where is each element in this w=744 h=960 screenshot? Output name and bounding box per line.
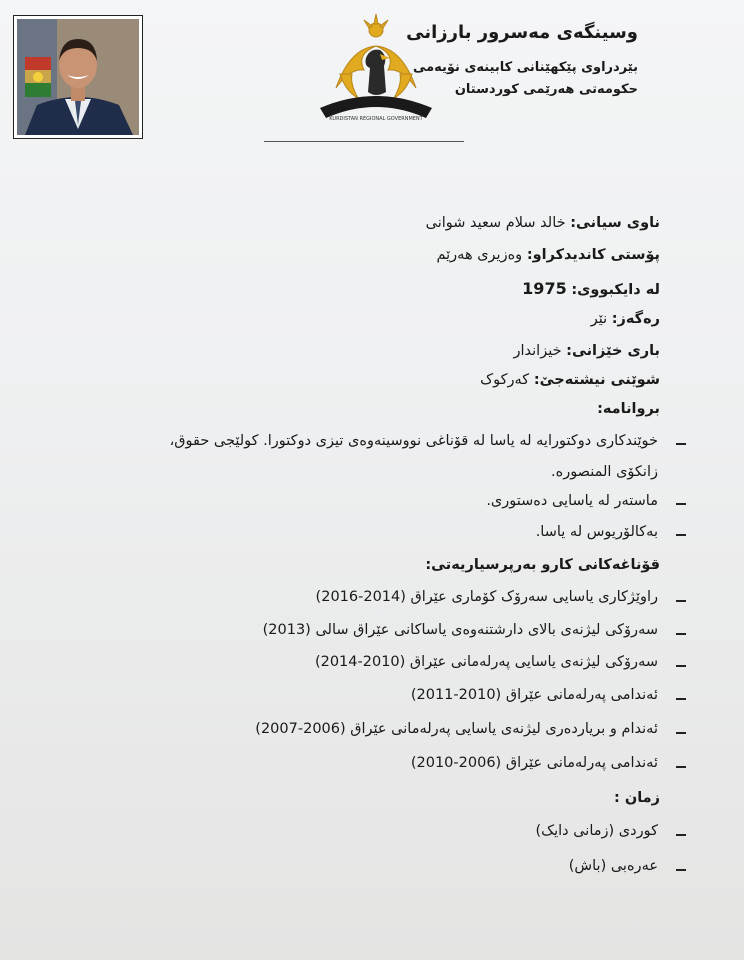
language-item: عەرەبی (باش) — [568, 858, 658, 874]
career-item: سەرۆکی لیژنەی یاسایی پەرلەمانی عێراق (2010-2014) — [314, 654, 658, 670]
career-item: ئەندام و بریاردەری لیژنەی یاسایی پەرلەمانی عێراق (2006-2007) — [255, 721, 658, 737]
office-name: وسینگەی مەسرور بارزانی — [406, 22, 638, 43]
marital-label: باری خێزانی: — [566, 343, 660, 359]
bullet-dash — [676, 443, 686, 445]
bullet-dash — [676, 534, 686, 536]
office-subtitle-1: بێردراوی پێکهێنانی کابینەی نۆیەمی — [412, 60, 638, 75]
career-heading: قۆناغەکانی کارو بەرپرسیاریەتی: — [425, 557, 660, 573]
career-item: ئەندامی پەرلەمانی عێراق (2006-2010) — [410, 755, 658, 771]
full-name-label: ناوی سیانی: — [570, 215, 660, 231]
birth-label: لە دایکبووی: — [571, 282, 660, 298]
career-item: ئەندامی پەرلەمانی عێراق (2010-2011) — [410, 687, 658, 703]
gender-value: نێر — [590, 311, 608, 327]
position-value: وەزیری هەرێم — [436, 247, 523, 263]
education-item: ماستەر لە یاسایی دەستوری. — [486, 493, 658, 509]
office-subtitle-2: حکومەتی هەرێمی کوردستان — [454, 82, 638, 97]
career-item: راوێژکاری یاسایی سەرۆک کۆماری عێراق (2014-2016) — [315, 589, 658, 605]
portrait-photo — [13, 15, 143, 139]
residence-label: شوێنی نیشتەجێ: — [533, 372, 660, 388]
info-position — [436, 247, 660, 263]
bullet-dash — [676, 869, 686, 871]
education-item: خوێندکاری دوکتورایە لە یاسا لە قۆناغی نووسینەوەی تیزی دوکتورا. کولێجی حقوق، — [169, 433, 658, 449]
education-heading: بروانامە: — [597, 401, 660, 417]
bullet-dash — [676, 503, 686, 505]
bullet-dash — [676, 766, 686, 768]
bullet-dash — [676, 698, 686, 700]
info-marital — [513, 343, 660, 359]
language-item: کوردی (زمانی دایک) — [535, 823, 658, 839]
birth-value: 1975 — [522, 279, 567, 298]
info-birth — [522, 279, 660, 298]
info-gender — [591, 311, 660, 327]
residence-value: کەرکوک — [480, 372, 530, 388]
gender-label: رەگەز: — [611, 311, 660, 327]
career-item: سەرۆکی لیژنەی بالای دارشتنەوەی یاساکانی عێراق سالی (2013) — [262, 622, 658, 638]
marital-value: خیزاندار — [513, 343, 562, 359]
emblem-caption: KURDISTAN REGIONAL GOVERNMENT — [329, 116, 423, 122]
full-name-value: خالد سلام سعيد شوانى — [425, 215, 566, 231]
bullet-dash — [676, 633, 686, 635]
info-full-name — [426, 215, 660, 231]
education-item: بەکالۆریوس لە یاسا. — [535, 524, 658, 540]
info-residence — [480, 372, 660, 388]
header-divider — [264, 141, 464, 142]
bullet-dash — [676, 732, 686, 734]
education-item: زانكۆى المنصورە. — [550, 464, 658, 480]
position-label: پۆستی کاندیدکراو: — [526, 247, 660, 263]
languages-heading: زمان : — [614, 790, 660, 806]
bullet-dash — [676, 834, 686, 836]
bullet-dash — [676, 600, 686, 602]
bullet-dash — [676, 665, 686, 667]
